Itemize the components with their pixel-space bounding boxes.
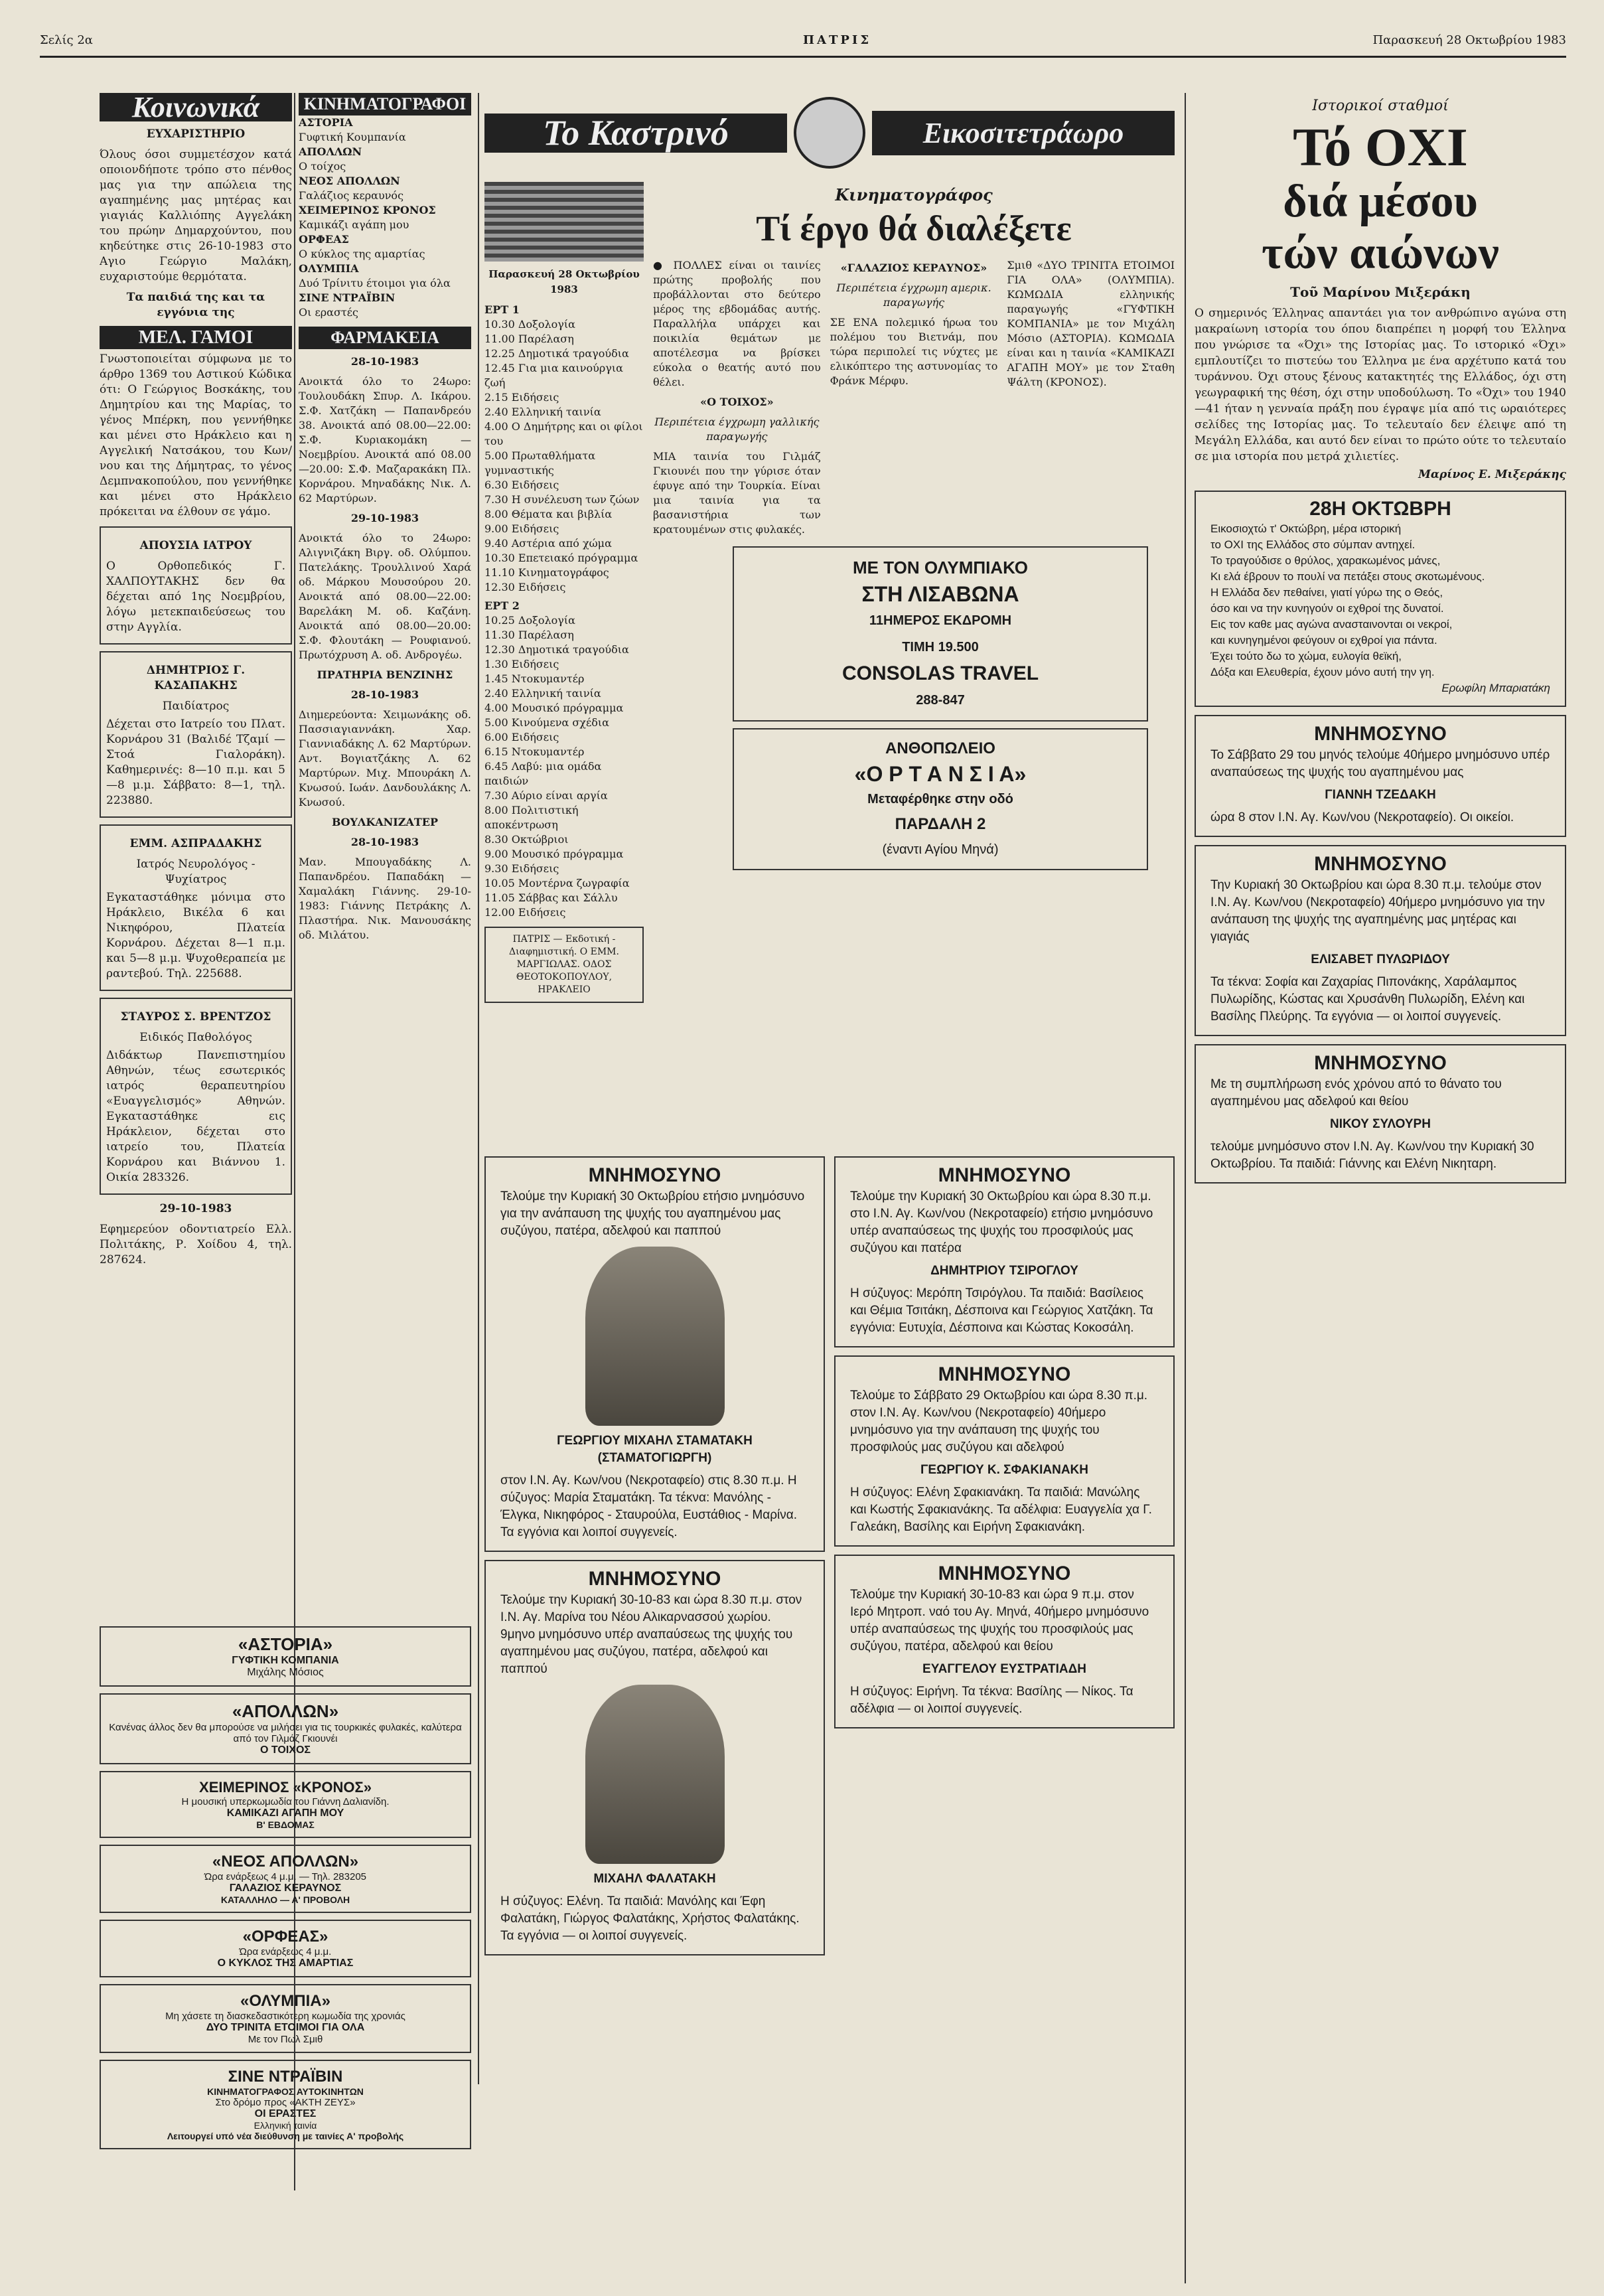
memorial-relatives: Τα τέκνα: Σοφία και Ζαχαρίας Πιπονάκης, Χαράλαμπος Πυλωρίδης, Κώστας και Χρυσάνθη Πυλωρίδη, Ελένη και Βασίλης Πλεύρης. Τα εγγόνια — οι λοιποί συγγενείς.: [1210, 975, 1525, 1024]
poem-line: Η Ελλάδα δεν πεθαίνει, γιατί γύρω της ο Θεός,: [1210, 586, 1443, 599]
doctor-absence-text: Ο Ορθοπεδικός Γ. ΧΑΛΠΟΥΤΑΚΗΣ δεν θα δέχεται από 1ης Νοεμβρίου, λόγω μετεκπαιδεύσεως του στην Αγγλία.: [106, 560, 285, 634]
memorial-relatives: Η σύζυγος: Ελένη Σφακιανάκη. Τα παιδιά: Μανώλης και Κωστής Σφακιανάκης. Τα αδέλφια: Ευαγγελία χα Γ. Γαλεάκη, Βασίλης και Ειρήνη Σφακιανάκη.: [850, 1486, 1152, 1534]
memorial-name: ΝΙΚΟΥ ΣΥΛΟΥΡΗ: [1330, 1117, 1431, 1131]
memorial-title: ΜΝΗΜΟΣΥΝΟ: [1314, 723, 1447, 745]
poem-signature: Ερωφίλη Μπαριατάκη: [1441, 682, 1550, 694]
ad-note: ΚΑΤΑΛΛΗΛΟ — Α' ΠΡΟΒΟΛΗ: [220, 1894, 350, 1905]
ad-film: ΓΑΛΑΖΙΟΣ ΚΕΡΑΥΝΟΣ: [229, 1882, 342, 1894]
thanks-signature: Τα παιδιά της και τα εγγόνια της: [126, 291, 265, 319]
pharmacies-text: Ανοικτά όλο το 24ωρο: Αλιγνιζάκη Βιργ. οδ. Ολύμπου. Πατελάκης. Τρουλλινού Χαρά οδ. Μάρκου Μουσούρου 20. Ανοικτά από 08.00—22.00: Βαρελάκη Μ. οδ. Καζάνη. Ανοικτά από 08.00—20.00: Σ.Φ. Φλουτάκη — Ρουφιανού. Πρωτόχρυση Α. οδ. Ανδρογέω.: [299, 532, 471, 661]
doctor-name: ΕΜΜ. ΑΣΠΡΑΔΑΚΗΣ: [129, 837, 262, 850]
travel-duration: 11ΗΜΕΡΟΣ ΕΚΔΡΟΜΗ: [869, 613, 1012, 628]
ad-patris-print: ΠΑΤΡΙΣ — Εκδοτική - Διαφημιστική. Ο ΕΜΜ. ΜΑΡΓΙΩΛΑΣ. ΟΔΟΣ ΘΕΟΤΟΚΟΠΟΥΛΟΥ, ΗΡΑΚΛΕΙΟ: [484, 927, 644, 1003]
fuel-stations-text: Διημερεύοντα: Χειμωνάκης οδ. Πασσιαγιαννάκη. Χαρ. Γιαννιαδάκης Λ. 62 Μαρτύρων. Αντ. Βογιατζάκης Λ. 62 Μαρτύρων. Μιχ. Μπουράκη Λ. Κνωσού. Ιωάν. Δανδουλάκης Λ. Κνωσού.: [299, 708, 471, 808]
dentist-text: Εφημερεύον οδοντιατρείο Ελλ. Πολιτάκης, Ρ. Χοίδου 4, τηλ. 287624.: [100, 1223, 292, 1266]
memorial-notice: [1195, 845, 1566, 1036]
tv-item: 11.05 Σάββας και Σάλλυ: [484, 891, 618, 904]
cinema-film: Ο τοίχος: [299, 160, 346, 173]
ad-blurb: Κανένας άλλος δεν θα μπορούσε να μιλήσει για τις τουρκικές φυλακές, καλύτερα από τον Γιλμάζ Γκιουνέι: [109, 1722, 462, 1744]
tv-item: 12.45 Για μια καινούργια ζωή: [484, 362, 623, 389]
article-signature: Μαρίνος Ε. Μιξεράκης: [1418, 468, 1566, 481]
ad-cinema-name: ΣΙΝΕ ΝΤΡΑΪΒΙΝ: [228, 2068, 343, 2086]
memorial-text: Τελούμε την Κυριακή 30 Οκτωβρίου ετήσιο μνημόσυνο για την ανάπαυση της ψυχής του αγαπημένου μας συζύγου, πατέρα, αδελφού και παππού: [500, 1189, 805, 1238]
tv-illustration-icon: [484, 182, 644, 262]
ad-subtitle: ΚΙΝΗΜΑΤΟΓΡΑΦΟΣ ΑΥΤΟΚΙΝΗΤΩΝ: [207, 2086, 364, 2097]
ad-cinema-name: «ΑΠΟΛΛΩΝ»: [232, 1701, 339, 1721]
film-review: ΣΕ ΕΝΑ πολεμικό ήρωα του πολέμου του Βιετνάμ, που τώρα περιπολεί τις νύχτες με ελικόπτερο της αστυνομίας το Φράνκ Μέρφυ.: [830, 316, 998, 387]
masthead: [484, 93, 1175, 173]
film-subtitle: Περιπέτεια έγχρωμη αμερικ. παραγωγής: [836, 281, 991, 309]
cinema-film: Ο κύκλος της αμαρτίας: [299, 248, 425, 260]
poem-line: Εικοσιοχτώ τ' Οκτώβρη, μέρα ιστορική: [1210, 522, 1402, 535]
poem-box: [1195, 491, 1566, 707]
column-divider: [478, 93, 479, 2084]
memorial-relatives: ώρα 8 στον Ι.Ν. Αγ. Κων/νου (Νεκροταφείο). Οι οικείοι.: [1210, 810, 1514, 824]
tv-item: 2.40 Ελληνική ταινία: [484, 687, 601, 700]
memorials-main: [484, 1148, 1175, 2277]
tv-item: 6.00 Ειδήσεις: [484, 731, 559, 743]
memorial-title: ΜΝΗΜΟΣΥΝΟ: [938, 1164, 1071, 1186]
tv-item: 9.00 Ειδήσεις: [484, 522, 559, 535]
doctor-title: Ειδικός Παθολόγος: [139, 1031, 252, 1044]
ad-cast: Με τον Πωλ Σμιθ: [248, 2034, 323, 2045]
tv-item: 10.30 Δοξολογία: [484, 318, 575, 331]
cinema-name: ΟΛΥΜΠΙΑ: [299, 262, 359, 275]
travel-phone: 288-847: [916, 693, 965, 708]
masthead-right: Εικοσιτετράωρο: [872, 111, 1175, 155]
poem-line: Εις τον καθε μας αγώνα ανασταινονται οι νεκροί,: [1210, 618, 1453, 631]
cinema-review: [653, 182, 1175, 1010]
memorial-relatives: Η σύζυγος: Ειρήνη. Τα τέκνα: Βασίλης — Νίκος. Τα αδέλφια — οι λοιποί συγγενείς.: [850, 1685, 1133, 1716]
florist-type: ΑΝΘΟΠΩΛΕΙΟ: [885, 739, 995, 757]
memorial-title: ΜΝΗΜΟΣΥΝΟ: [1314, 1052, 1447, 1074]
fuel-stations-date: 28-10-1983: [350, 688, 419, 701]
cinema-film: Καμικάζι αγάπη μου: [299, 218, 409, 231]
pharmacies-date: 28-10-1983: [350, 355, 419, 368]
memorial-title: ΜΝΗΜΟΣΥΝΟ: [588, 1164, 721, 1186]
ad-genre: Ελληνική ταινία: [254, 2120, 317, 2131]
article-kicker: Ιστορικοί σταθμοί: [1312, 98, 1449, 114]
doctor-details: Διδάκτωρ Πανεπιστημίου Αθηνών, τέως εσωτερικός ιατρός θεραπευτηρίου «Ευαγγελισμός» Αθηνών. Εγκαταστάθηκε εις Ηράκλειον, δέχεται στο ιατρείο του, Πλατεία Κορνάρου και Βιάννου 1. Οικία 283326.: [106, 1049, 285, 1184]
memorial-notice: [1195, 1044, 1566, 1184]
tv-item: 9.40 Αστέρια από χώμα: [484, 537, 612, 550]
memorial-relatives: στον Ι.Ν. Αγ. Κων/νου (Νεκροταφείο) στις 8.30 π.μ. Η σύζυγος: Μαρία Σταματάκη. Τα τέκνα: Μανόλης - Έλγκα, Νικηφόρος - Σταυρούλα, Ευστάθιος - Μαρίνα. Τα εγγόνια και λοιποί συγγενείς.: [500, 1474, 798, 1539]
memorial-name: ΕΥΑΓΓΕΛΟΥ ΕΥΣΤΡΑΤΙΑΔΗ: [922, 1662, 1086, 1676]
florist-note: Μεταφέρθηκε στην οδό: [867, 792, 1013, 806]
cinema-name: ΣΙΝΕ ΝΤΡΑΪΒΙΝ: [299, 291, 396, 304]
tv-item: 12.25 Δημοτικά τραγούδια: [484, 347, 629, 360]
memorial-notice: [484, 1560, 825, 1955]
cinema-film: Γαλάζιος κεραυνός: [299, 189, 404, 202]
article-title: τών αιώνων: [1262, 228, 1499, 279]
cinema-name: ΟΡΦΕΑΣ: [299, 233, 349, 246]
memorial-text: Την Κυριακή 30 Οκτωβρίου και ώρα 8.30 π.μ. τελούμε στον Ι.Ν. Αγ. Κων/νου (Νεκροταφείο) 40ήμερο μνημόσυνο για την ανάπαυση της ψυχής της αγαπημένης μας μητέρας και γιαγιάς: [1210, 878, 1545, 944]
memorial-name: ΓΕΩΡΓΙΟΥ Κ. ΣΦΑΚΙΑΝΑΚΗ: [920, 1463, 1088, 1477]
ad-week: Β' ΕΒΔΟΜΑΣ: [256, 1819, 315, 1830]
memorial-title: ΜΝΗΜΟΣΥΝΟ: [938, 1563, 1071, 1584]
ad-cinema-name: «ΝΕΟΣ ΑΠΟΛΛΩΝ»: [212, 1853, 359, 1871]
memorial-name: ΕΛΙΣΑΒΕΤ ΠΥΛΩΡΙΔΟΥ: [1311, 953, 1450, 966]
tyre-shops-title: ΒΟΥΛΚΑΝΙΖΑΤΕΡ: [332, 816, 438, 828]
ad-blurb: Μη χάσετε τη διασκεδαστικότερη κωμωδία της χρονιάς: [165, 2011, 405, 2022]
tv-item: 7.30 Αύριο είναι αργία: [484, 789, 608, 802]
tyre-shops-text: Μαν. Μπουγαδάκης Λ. Παπανδρέου. Παπαδάκη — Χαμαλάκη Γιάννης. 29-10-1983: Γιάννης Πετράκης Λ. Πλαστήρα. Νικ. Μανουσάκης οδ. Μιλάτου.: [299, 856, 471, 941]
ad-time: Ώρα ενάρξεως 4 μ.μ.: [239, 1946, 332, 1957]
travel-line: ΜΕ ΤΟΝ ΟΛΥΜΠΙΑΚΟ: [853, 558, 1028, 577]
tv-item: 2.40 Ελληνική ταινία: [484, 406, 601, 418]
pharmacies-date: 29-10-1983: [350, 512, 419, 524]
memorial-title: ΜΝΗΜΟΣΥΝΟ: [938, 1363, 1071, 1385]
tv-item: 8.30 Οκτώβριοι: [484, 833, 569, 846]
header-rule: [40, 56, 1566, 58]
dentist-date: 29-10-1983: [159, 1202, 232, 1215]
article-author: Τοῦ Μαρίνου Μιξεράκη: [1290, 284, 1471, 300]
ad-film: Ο ΤΟΙΧΟΣ: [260, 1744, 311, 1756]
article-title: Τό ΟΧΙ: [1293, 117, 1468, 177]
memorial-name: ΔΗΜΗΤΡΙΟΥ ΤΣΙΡΟΓΛΟΥ: [930, 1264, 1078, 1278]
ad-note: Λειτουργεί υπό νέα διεύθυνση με ταινίες Α' προβολής: [167, 2131, 404, 2141]
doctor-absence-box: [100, 526, 292, 645]
memorial-relatives: Η σύζυγος: Ελένη. Τα παιδιά: Μανόλης και Έφη Φαλατάκη, Γιώργος Φαλατάκης, Χρήστος Φαλατάκης. Τα εγγόνια — οι λοιποί συγγενείς.: [500, 1894, 800, 1943]
tv-item: 6.45 Λαβύ: μια ομάδα παιδιών: [484, 760, 602, 787]
memorial-text: Τελούμε την Κυριακή 30 Οκτωβρίου και ώρα 8.30 π.μ. στο Ι.Ν. Αγ. Κων/νου (Νεκροταφείο) ετήσιο μνημόσυνο υπέρ αναπαύσεως της ψυχής του προσφιλούς μας συζύγου και πατέρα: [850, 1189, 1153, 1255]
ad-film: ΓΥΦΤΙΚΗ ΚΟΜΠΑΝΙΑ: [232, 1655, 339, 1666]
cinema-name: ΝΕΟΣ ΑΠΟΛΛΩΝ: [299, 175, 400, 187]
poem-line: και κυνηγημένοι φεύγουν οι εχθροί για πάντα.: [1210, 634, 1437, 647]
tv-item: 10.30 Επετειακό πρόγραμμα: [484, 552, 638, 564]
tv-item: 9.30 Ειδήσεις: [484, 862, 559, 875]
fuel-stations-title: ΠΡΑΤΗΡΙΑ ΒΕΝΖΙΝΗΣ: [317, 668, 453, 681]
pharmacies-banner: ΦΑΡΜΑΚΕΙΑ: [299, 327, 471, 349]
tv-date: Παρασκευή 28 Οκτωβρίου 1983: [488, 268, 640, 295]
memorial-text: Τελούμε την Κυριακή 30-10-83 και ώρα 8.30 π.μ. στον Ι.Ν. Αγ. Μαρίνα του Νέου Αλικαρνασσού χωρίου. 9μηνο μνημόσυνο υπέρ αναπαύσεως της ψυχής του αγαπημένου μας συζύγου, πατέρα, αδελφού και παππού: [500, 1593, 802, 1676]
travel-agency: CONSOLAS TRAVEL: [841, 662, 1039, 684]
cinema-review-kicker: Κινηματογράφος: [835, 185, 993, 204]
ad-film: Ο ΚΥΚΛΟΣ ΤΗΣ ΑΜΑΡΤΙΑΣ: [217, 1957, 354, 1969]
cinema-name: ΑΠΟΛΛΩΝ: [299, 145, 362, 158]
tv-item: 5.00 Κινούμενα σχέδια: [484, 716, 609, 729]
ad-film: ΔΥΟ ΤΡΙΝΙΤΑ ΕΤΟΙΜΟΙ ΓΙΑ ΟΛΑ: [206, 2022, 365, 2033]
ad-time: Ώρα ενάρξεως 4 μ.μ. — Τηλ. 283205: [204, 1871, 367, 1882]
memorial-notice: [834, 1555, 1175, 1728]
poem-line: Κι ελά έβρουν το πουλί να πετάξει στους σκοτωμένους.: [1210, 570, 1485, 583]
ad-cast: Μιχάλης Μόσιος: [247, 1667, 324, 1678]
column-divider: [1185, 93, 1186, 2283]
memorial-name: ΓΙΑΝΝΗ ΤΖΕΔΑΚΗ: [1325, 788, 1436, 802]
memorial-relatives: Η σύζυγος: Μερόπη Τσιρόγλου. Τα παιδιά: Βασίλειος και Θέμια Τσιτάκη, Δέσποινα και Γεώργιος Χατζάκη. Τα εγγόνια: Ευτυχία, Δέσποινα και Κώστας Κοκοσάλη.: [850, 1286, 1153, 1335]
tv-item: 12.30 Δημοτικά τραγούδια: [484, 643, 629, 656]
ad-olympia: [100, 1984, 471, 2053]
doctor-name: ΔΗΜΗΤΡΙΟΣ Γ. ΚΑΣΑΠΑΚΗΣ: [146, 664, 246, 692]
tv-item: 11.00 Παρέλαση: [484, 333, 574, 345]
tv-item: 11.30 Παρέλαση: [484, 629, 574, 641]
issue-date: Παρασκευή 28 Οκτωβρίου 1983: [1372, 33, 1566, 47]
ad-florist: [733, 728, 1148, 870]
cinemas-list: [299, 115, 471, 320]
cinema-name: ΑΣΤΟΡΙΑ: [299, 116, 353, 129]
ad-travel: [733, 546, 1148, 722]
poem-title: 28Η ΟΚΤΩΒΡΗ: [1309, 498, 1451, 520]
cinema-name: ΧΕΙΜΕΡΙΝΟΣ ΚΡΟΝΟΣ: [299, 204, 436, 216]
cinemas-banner: ΚΙΝΗΜΑΤΟΓΡΑΦΟΙ: [299, 93, 471, 115]
tv-item: 10.05 Μοντέρνα ζωγραφία: [484, 877, 630, 889]
ad-orfeas: [100, 1920, 471, 1977]
cinema-film: Οι εραστές: [299, 306, 358, 319]
memorial-text: Τελούμε το Σάββατο 29 Οκτωβρίου και ώρα 8.30 π.μ. στον Ι.Ν. Αγ. Κων/νου (Νεκροταφείο) 40ήμερο μνημόσυνο για την ανάπαυση της ψυχής του προσφιλούς μας συζύγου και αδελφού: [850, 1389, 1148, 1454]
tv-item: 1.30 Ειδήσεις: [484, 658, 559, 670]
article-body: Ο σημερινός Έλληνας απαντάει για τον ανθρώπινο αγώνα στη μακραίωνη ιστορία του όπου διαπρέπει η μορφή του Έλληνα που γνώρισε τα «Όχι» της Ιστορίας μας. Το ιστορικό «Όχι» εμπλουτίζει το πιστεύω του Έλληνα με ένα αρχέτυπο κατά του τυράννου. Όχι στους ξένους κατακτητές της Ελλάδος, όχι στη γεωγραφική της θέση, όχι στην υποδούλωση. Το «Όχι» του 1940—41 ήταν η γενναία πράξη που έγραψε μία από τις ωραιότερες σελίδες της Ιστορίας μας. Το τελευταίο δεν έλειψε από τη Μεγάλη Ελλάδα, και αυτό δεν είναι το πρώτο ούτε το τελευταίο σε μια ιστορία που μετρά χιλιετίες.: [1195, 307, 1566, 463]
tv-item: 11.10 Κινηματογράφος: [484, 566, 609, 579]
ad-apollon: [100, 1693, 471, 1764]
doctor-details: Δέχεται στο Ιατρείο του Πλατ. Κορνάρου 31 (Βαλιδέ Τζαμί — Στοά Γιαλοράκη). Καθημερινές: 8—10 π.μ. και 5—8 μ.μ. Σάββατο: 8—1, τηλ. 223880.: [106, 718, 285, 807]
weddings-banner: ΜΕΛ. ΓΑΜΟΙ: [100, 326, 292, 349]
page-header: [40, 27, 1566, 53]
ad-kronos: [100, 1771, 471, 1838]
memorial-notice: [1195, 715, 1566, 837]
ad-cinema-name: «ΟΡΦΕΑΣ»: [242, 1928, 328, 1946]
memorial-name: ΜΙΧΑΗΛ ΦΑΛΑΤΑΚΗ: [593, 1872, 716, 1886]
poem-line: όσο και να την κυνηγούν οι εχθροί της δυνατοί.: [1210, 602, 1444, 615]
tv-item: 10.25 Δοξολογία: [484, 614, 575, 627]
ad-cinema-name: ΧΕΙΜΕΡΙΝΟΣ «ΚΡΟΝΟΣ»: [199, 1779, 372, 1796]
ad-cinema-name: «ΑΣΤΟΡΙΑ»: [238, 1634, 333, 1654]
ad-cine-drive-in: [100, 2060, 471, 2149]
memorial-notice: [834, 1156, 1175, 1347]
memorial-title: ΜΝΗΜΟΣΥΝΟ: [1314, 853, 1447, 875]
film-review: ΜΙΑ ταινία του Γιλμάζ Γκιουνέι που την γύρισε όταν έφυγε από την Τουρκία. Είναι μια ταινία για τα βασανιστήρια των κρατουμένων στις φυλακές.: [653, 450, 821, 536]
doctor-absence-title: ΑΠΟΥΣΙΑ ΙΑΤΡΟΥ: [139, 539, 252, 552]
portrait-photo-icon: [585, 1685, 725, 1864]
cinema-film: Γυφτική Κουμπανία: [299, 131, 406, 143]
ad-film: ΚΑΜΙΚΑΖΙ ΑΓΑΠΗ ΜΟΥ: [226, 1807, 344, 1819]
tv-channel: ΕΡΤ 1: [484, 303, 520, 316]
tv-item: 12.00 Ειδήσεις: [484, 906, 566, 919]
travel-price: ΤΙΜΗ 19.500: [902, 640, 979, 654]
memorial-relatives: τελούμε μνημόσυνο στον Ι.Ν. Αγ. Κων/νου την Κυριακή 30 Οκτωβρίου. Τα παιδιά: Γιάννης και Ελένη Νικηταρη.: [1210, 1140, 1534, 1171]
memorial-name: ΓΕΩΡΓΙΟΥ ΜΙΧΑΗΛ ΣΤΑΜΑΤΑΚΗ (ΣΤΑΜΑΤΟΓΙΩΡΓΗ): [557, 1434, 753, 1465]
cinema-film: Δυό Τρίνιτυ έτοιμοι για όλα: [299, 277, 451, 289]
tv-item: 4.00 Ο Δημήτρης και οι φίλοι του: [484, 420, 643, 447]
newspaper-name: ΠΑΤΡΙΣ: [803, 33, 872, 47]
thanks-heading: ΕΥΧΑΡΙΣΤΗΡΙΟ: [146, 127, 246, 141]
florist-name: «Ο Ρ Τ Α Ν Σ Ι Α»: [854, 762, 1027, 786]
page-number: Σελίς 2α: [40, 33, 93, 47]
film-review: Σμιθ «ΔΥΟ ΤΡΙΝΙΤΑ ΕΤΟΙΜΟΙ ΓΙΑ ΟΛΑ» (ΟΛΥΜΠΙΑ). ΚΩΜΩΔΙΑ ελληνικής παραγωγής «ΓΥΦΤΙΚΗ ΚΟΜΠΑΝΙΑ» με τον Μιχάλη Μόσιο (ΑΣΤΟΡΙΑ). ΚΩΜΩΔΙΑ είναι και η ταινία «ΚΑΜΙΚΑΖΙ ΑΓΑΠΗ ΜΟΥ» με τον Σταθη Ψάλτη (ΚΡΟΝΟΣ).: [1007, 259, 1175, 388]
tv-item: 5.00 Πρωταθλήματα γυμναστικής: [484, 449, 595, 477]
memorial-text: Με τη συμπλήρωση ενός χρόνου από το θάνατο του αγαπημένου μας αδελφού και θείου: [1210, 1077, 1502, 1109]
doctor-ad-vrentzos: [100, 998, 292, 1195]
memorial-notice: [484, 1156, 825, 1552]
doctor-details: Εγκαταστάθηκε μόνιμα στο Ηράκλειο, Βικέλα 6 και Νικηφόρου, Πλατεία Κορνάρου. Δέχεται 8—1 π.μ. και 5—8 μ.μ. Ψυχοθεραπεία με ραντεβού. Τηλ. 225688.: [106, 891, 285, 980]
doctor-title: Παιδίατρος: [162, 700, 230, 713]
weddings-text: Γνωστοποιείται σύμφωνα με το άρθρο 1369 του Αστικού Κώδικα ότι: Ο Γεώργιος Βοσκάκης, του Δημητρίου και της Μαρίας, το γένος Μπέρκη, που γεννήθηκε και μένει στο Ηράκλειο και η Αγγελική Νατσάκου, του Κων/νου και της Δήμητρας, το γένος Δεμπνακοπούλου, που γεννήθηκε και μένει στο Ηράκλειο πρόκειται να έλθουν σε γάμο.: [100, 352, 292, 518]
florist-address: ΠΑΡΔΑΛΗ 2: [895, 815, 986, 833]
tv-item: 4.00 Μουσικό πρόγραμμα: [484, 702, 624, 714]
article-title: διά μέσου: [1283, 176, 1478, 227]
film-title: «Ο ΤΟΙΧΟΣ»: [700, 396, 774, 408]
poem-line: Δόξα και Ελευθερία, έχουν μόνο αυτή την γη.: [1210, 666, 1435, 678]
cinema-review-title: Τί έργο θά διαλέξετε: [756, 208, 1072, 248]
florist-landmark: (έναντι Αγίου Μηνά): [882, 842, 999, 857]
tv-item: 12.30 Ειδήσεις: [484, 581, 566, 593]
masthead-left: Το Καστρινό: [484, 114, 787, 153]
film-subtitle: Περιπέτεια έγχρωμη γαλλικής παραγωγής: [654, 416, 820, 443]
tv-item: 7.30 Η συνέλευση των ζώων: [484, 493, 640, 506]
doctor-name: ΣΤΑΥΡΟΣ Σ. ΒΡΕΝΤΖΟΣ: [120, 1010, 271, 1024]
doctor-ad-aspradakis: [100, 824, 292, 991]
tv-item: 6.30 Ειδήσεις: [484, 479, 559, 491]
tv-programme: [484, 182, 644, 1010]
poem-line: το ΟΧΙ της Ελλάδος στο σύμπαν αντηχεί.: [1210, 538, 1416, 551]
tv-item: 9.00 Μουσικό πρόγραμμα: [484, 848, 624, 860]
memorial-text: Το Σάββατο 29 του μηνός τελούμε 40ήμερο μνημόσυνο υπέρ αναπαύσεως της ψυχής του αγαπημένου μας: [1210, 748, 1550, 779]
portrait-photo-icon: [585, 1247, 725, 1426]
memorial-title: ΜΝΗΜΟΣΥΝΟ: [588, 1568, 721, 1590]
tv-item: 1.45 Ντοκυμαντέρ: [484, 672, 585, 685]
thanks-text: Όλους όσοι συμμετέσχον κατά οποιονδήποτε τρόπο στο πένθος μας για την απώλεια της αγαπημένης μας μητέρας και γιαγιάς Καλλιόπης Αγγελάκη του πρώην Δημαρχούντου, που κηδεύτηκε στις 26-10-1983 στο Αγιο Γεώργιο Μαλάκη, ευχαριστούμε θερμότατα.: [100, 148, 292, 283]
poem-line: Έχει τούτο δω το χώμα, ευλογία θεϊκή,: [1210, 650, 1402, 662]
cinema-review-intro: ● ΠΟΛΛΕΣ είναι οι ταινίες πρώτης προβολής που προβάλλονται στο δεύτερο μέρος της εβδομάδας αυτής. Παραλλήλα υπάρχει και ποικιλία θεμάτων με αποτέλεσμα να βρίσκει εύκολα ο θεατής αυτό που θέλει.: [653, 259, 821, 388]
memorial-text: Τελούμε την Κυριακή 30-10-83 και ώρα 9 π.μ. στον Ιερό Μητροπ. ναό του Αγ. Μηνά, 40ήμερο μνημόσυνο υπέρ αναπαύσεως της ψυχής του προσφιλούς μας συζύγου, πατέρα, αδελφού και θείου: [850, 1588, 1149, 1653]
ad-neos-apollon: [100, 1845, 471, 1913]
cinema-ads: [100, 1620, 471, 2190]
social-banner: Κοινωνικά: [100, 93, 292, 121]
ad-cinema-name: «ΟΛΥΜΠΙΑ»: [240, 1992, 330, 2010]
ad-location: Στο δρόμο προς «ΑΚΤΗ ΖΕΥΣ»: [215, 2097, 356, 2108]
pharmacies-text: Ανοικτά όλο το 24ωρο: Τουλουδάκη Σπυρ. Λ. Ικάρου. Σ.Φ. Χατζάκη — Παπανδρεόυ 38. Ανοικτά από 08.00—22.00: Σ.Φ. Κυριακομάκη — Νοεμβρίου. Ανοικτά από 08.00—20.00: Σ.Φ. Μαζαρακάκη Πλ. Κορνάρου. Μηναδάκης Νικ. Λ. 62 Μαρτύρων.: [299, 375, 471, 504]
tv-item: 6.15 Ντοκυμαντέρ: [484, 745, 585, 758]
memorial-notice: [834, 1355, 1175, 1547]
emblem-icon: [794, 97, 865, 169]
tv-item: 8.00 Θέματα και βιβλία: [484, 508, 613, 520]
doctor-ad-kasapakis: [100, 651, 292, 818]
doctor-title: Ιατρός Νευρολόγος - Ψυχίατρος: [136, 858, 255, 886]
film-title: «ΓΑΛΑΖΙΟΣ ΚΕΡΑΥΝΟΣ»: [840, 262, 987, 274]
ad-blurb: Η μουσική υπερκωμωδία του Γιάννη Δαλιανίδη.: [181, 1796, 390, 1807]
travel-destination: ΣΤΗ ΛΙΣΑΒΩΝΑ: [861, 582, 1019, 606]
ad-film: ΟΙ ΕΡΑΣΤΕΣ: [254, 2108, 317, 2119]
tyre-shops-date: 28-10-1983: [350, 836, 419, 848]
ad-astoria: [100, 1626, 471, 1687]
tv-channel: ΕΡΤ 2: [484, 599, 520, 612]
history-column: [1195, 93, 1566, 2283]
tv-item: 2.15 Ειδήσεις: [484, 391, 559, 404]
tv-item: 8.00 Πολιτιστική αποκέντρωση: [484, 804, 579, 831]
poem-line: Το τραγούδισε ο θρύλος, χαρακωμένος μάνες,: [1210, 554, 1441, 567]
